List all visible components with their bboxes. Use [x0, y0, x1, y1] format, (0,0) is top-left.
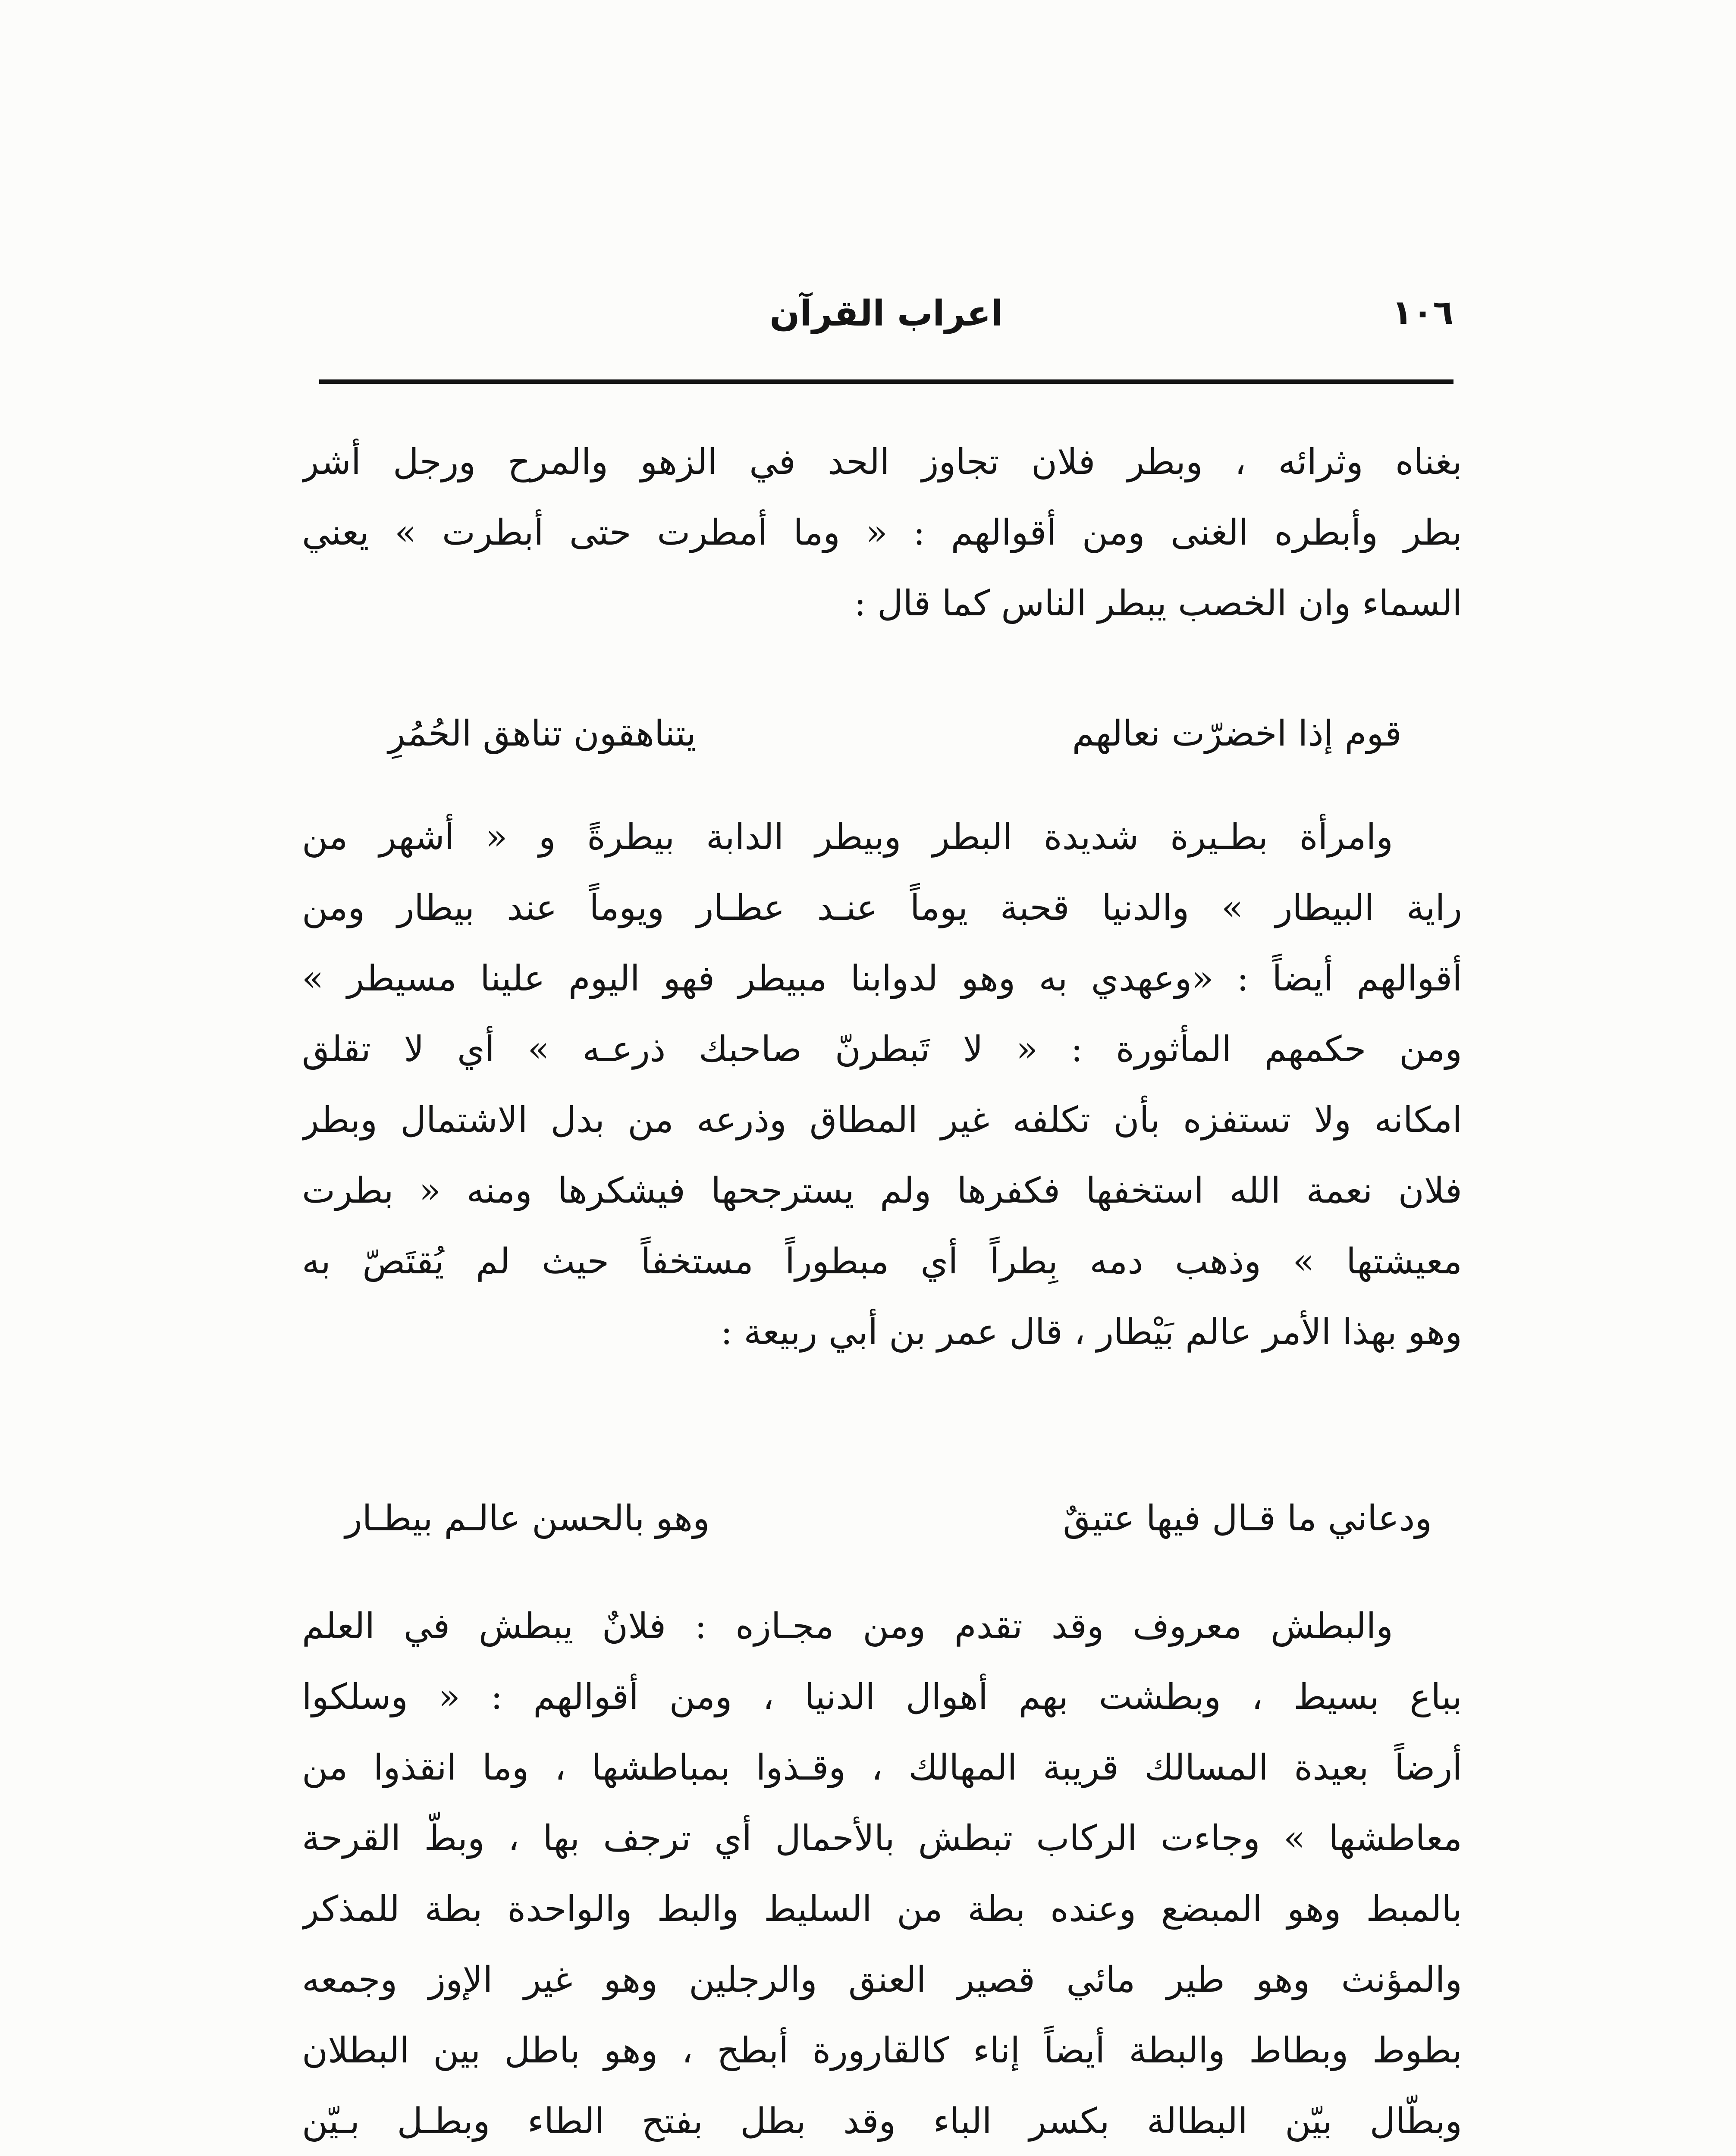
header-rule [319, 379, 1453, 384]
text-line: والمؤنث وهو طير مائي قصير العنق والرجلين وهو غير الإوز وجمعه [302, 1959, 1462, 2000]
text-line: معيشتها » وذهب دمه بِطراً أي مبطوراً مستخفاً حيث لم يُقتَصّ به [302, 1241, 1462, 1282]
text-line: وهو بهذا الأمر عالم بَيْطار ، قال عمر بن أبي ربيعة : [720, 1312, 1462, 1353]
paragraph-1 [302, 427, 1462, 639]
verse-1-second-hemistich: يتناهقون تناهق الحُمُرِ [388, 713, 697, 754]
text-line: وبطّال بيّن البطالة بكسر الباء وقد بطل بفتح الطاء وبطـل بـيّن [302, 2101, 1462, 2142]
text-line: امكانه ولا تستفزه بأن تكلفه غير المطاق وذرعه من بدل الاشتمال وبطر [302, 1100, 1462, 1141]
text-line: بباع بسيط ، وبطشت بهم أهوال الدنيا ، ومن أقوالهم : « وسلكوا [302, 1677, 1462, 1717]
text-line: وامرأة بطـيرة شديدة البطر وبيطر الدابة بيطرةً و « أشهر من [302, 817, 1393, 858]
text-line: فلان نعمة الله استخفها فكفرها ولم يسترجحها فيشكرها ومنه « بطرت [302, 1170, 1462, 1211]
text-line: بالمبط وهو المبضع وعنده بطة من السليط والبط والواحدة بطة للمذكر [302, 1889, 1462, 1930]
verse-1-first-hemistich: قوم إذا اخضرّت نعالهم [1072, 713, 1402, 754]
verse-2-first-hemistich: ودعاني ما قـال فيها عتيقٌ [1063, 1498, 1432, 1539]
text-line: بطوط وبطاط والبطة أيضاً إناء كالقارورة أبطح ، وهو باطل بين البطلان [302, 2030, 1462, 2071]
text-line: والبطش معروف وقد تقدم ومن مجـازه : فلانٌ يبطش في العلم [302, 1606, 1393, 1647]
verse-1 [388, 699, 1402, 769]
text-line: أرضاً بعيدة المسالك قريبة المهالك ، وقـذوا بمباطشها ، وما انقذوا من [302, 1747, 1462, 1788]
paragraph-2 [302, 802, 1462, 1368]
page-number: ١٠٦ [1392, 293, 1453, 332]
text-line: معاطشها » وجاءت الركاب تبطش بالأحمال أي ترجف بها ، وبطّ القرحة [302, 1818, 1462, 1859]
verse-2 [345, 1483, 1432, 1554]
text-line: راية البيطار » والدنيا قحبة يوماً عنـد عطـار ويوماً عند بيطار ومن [302, 887, 1462, 928]
verse-2-second-hemistich: وهو بالحسن عالـم بيطـار [345, 1498, 710, 1539]
page-header [319, 276, 1453, 345]
text-line: ومن حكمهم المأثورة : « لا تَبطرنّ صاحبك ذرعـه » أي لا تقلق [302, 1029, 1462, 1070]
text-line: السماء وان الخصب يبطر الناس كما قال : [854, 583, 1462, 624]
text-line: أقوالهم أيضاً : «وعهدي به وهو لدوابنا مبيطر فهو اليوم علينا مسيطر » [302, 958, 1462, 999]
text-line: بغناه وثرائه ، وبطر فلان تجاوز الحد في الزهو والمرح ورجل أشر [302, 442, 1462, 483]
running-title: اعراب القرآن [769, 293, 1003, 334]
text-line: بطر وأبطره الغنى ومن أقوالهم : « وما أمطرت حتى أبطرت » يعني [302, 512, 1462, 553]
paragraph-3 [302, 1591, 1462, 2156]
